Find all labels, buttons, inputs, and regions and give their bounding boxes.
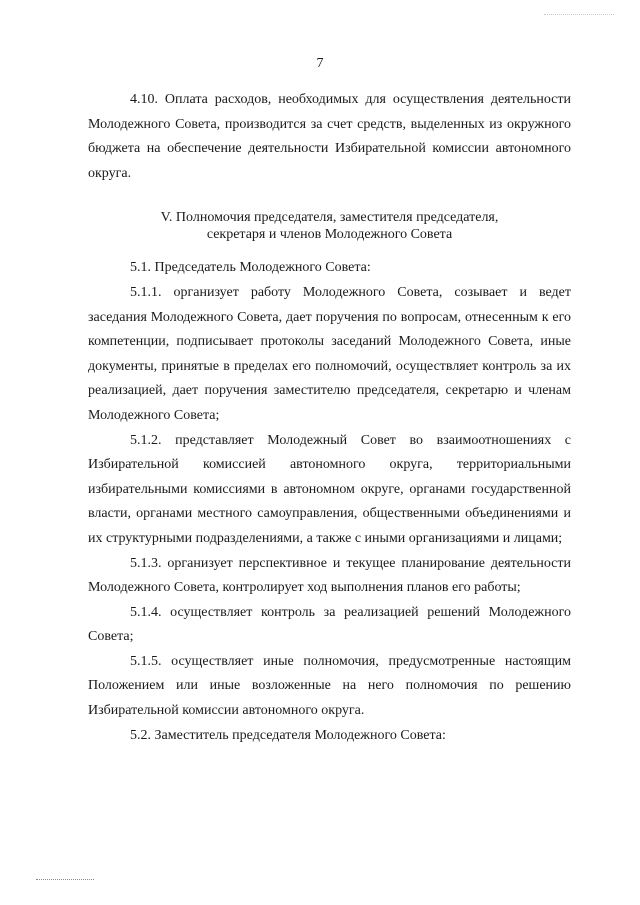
paragraph-5-1-2: 5.1.2. представляет Молодежный Совет во взаимоотношениях с Избирательной комиссией автономного округа, территориальными избирательными комиссиями в автономном округе, органами государственной власти, органами местного самоуправления, общественными объединениями и их структурными подразделениями, а также с иными организациями и лицами; (88, 432, 571, 546)
paragraph-5-2: 5.2. Заместитель председателя Молодежного Совета: (130, 727, 446, 743)
paragraph-5-1: 5.1. Председатель Молодежного Совета: (130, 260, 371, 276)
paragraph-5-1-5: 5.1.5. осуществляет иные полномочия, предусмотренные настоящим Положением или иные возложенные на него полномочия по решению Избирательной комиссии автономного округа. (88, 653, 571, 719)
page-number: 7 (316, 56, 324, 71)
document-body (88, 88, 571, 748)
paragraph-4-10: 4.10. Оплата расходов, необходимых для осуществления деятельности Молодежного Совета, производится за счет средств, выделенных из окружного бюджета на обеспечение деятельности Избирательной комиссии автономного округа. (88, 92, 571, 181)
paragraph-5-1-4: 5.1.4. осуществляет контроль за реализацией решений Молодежного Совета; (88, 604, 571, 645)
paragraph-5-1-3: 5.1.3. организует перспективное и текущее планирование деятельности Молодежного Совета, контролирует ход выполнения планов его работы; (88, 555, 571, 596)
paragraph-5-1-1: 5.1.1. организует работу Молодежного Совета, созывает и ведет заседания Молодежного Совета, дает поручения по вопросам, отнесенным к его компетенции, подписывает протоколы заседаний Молодежного Совета, иные документы, принятые в пределах его полномочий, осуществляет контроль за их реализацией, дает поручения заместителю председателя, секретарю и членам Молодежного Совета; (88, 284, 571, 423)
corner-scan-mark (544, 14, 614, 19)
section-heading-line-1: V. Полномочия председателя, заместителя председателя, (160, 210, 499, 226)
section-heading-line-2: секретаря и членов Молодежного Совета (206, 227, 453, 243)
footer-scan-mark (36, 879, 94, 884)
